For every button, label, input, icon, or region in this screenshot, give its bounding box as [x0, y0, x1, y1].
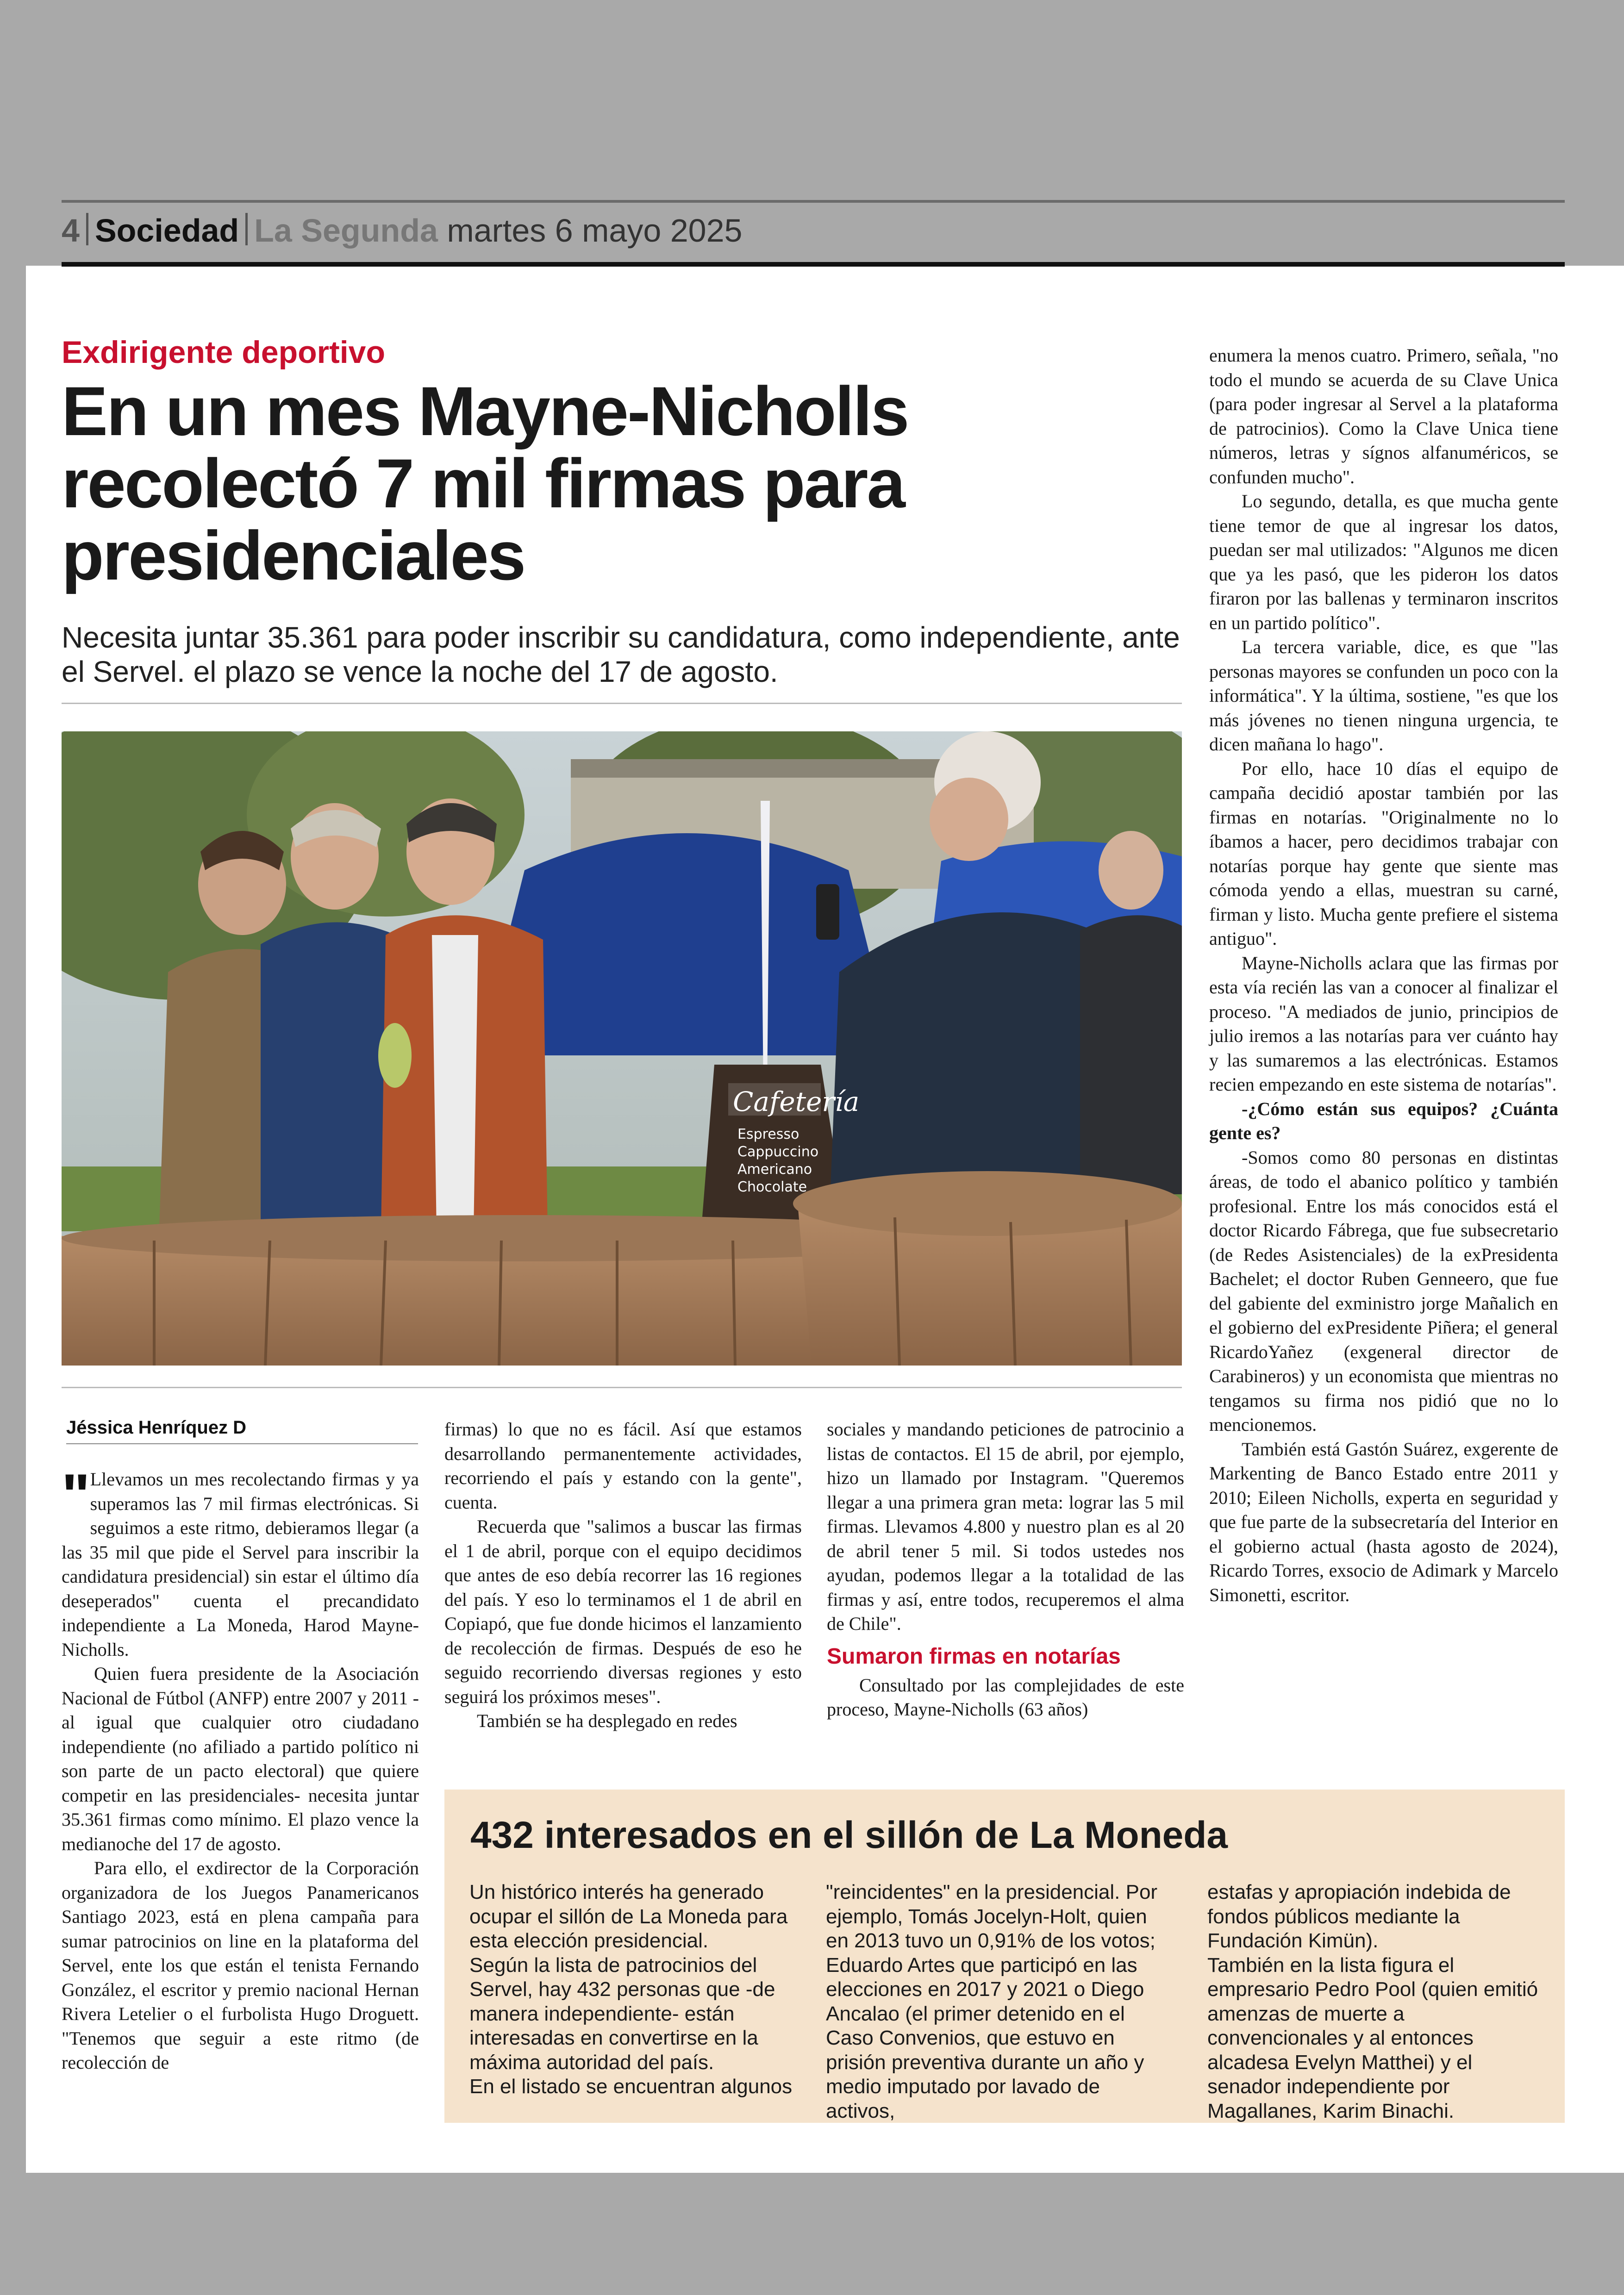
article-paragraph: Mayne-Nicholls aclara que las firmas por esta vía recién las van a conocer al finalizar el proceso. "A mediados de junio, principios de julio iremos a las notarías para ver cuánto hay y las sumaremos a las electrónicas. Estamos recien empezando en este sistema de notarías".: [1209, 952, 1558, 1095]
photo-sign-menu-item: Chocolate: [737, 1179, 807, 1195]
article-paragraph: firmas) lo que no es fácil. Así que estamos desarrollando permanentemente actividades, recorriendo el país y estando con la gente", cuenta.: [444, 1419, 802, 1513]
deck-rule: [62, 703, 1182, 704]
article-paragraph: También se ha desplegado en redes: [477, 1710, 737, 1731]
sidebar-box: [444, 1790, 1565, 2123]
article-column-2: [444, 1417, 802, 1734]
article-paragraph: Consultado por las complejidades de este proceso, Mayne-Nicholls (63 años): [827, 1674, 1184, 1720]
page-header: [62, 208, 1565, 264]
article-column-3: [827, 1417, 1184, 1722]
article-paragraph: Por ello, hace 10 días el equipo de campaña decidió apostar también por las firmas en notarías. "Originalmente no lo íbamos a hacer, pero decidimos trabajar con notarías porque hay gente que siente mas cómoda yendo a ellas, muestran su carné, firman y listo. Mucha gente prefiere el sistema antiguo".: [1209, 758, 1558, 949]
article-photo: [62, 731, 1182, 1366]
photo-sign-menu-item: Cappuccino: [737, 1144, 819, 1160]
sidebar-paragraph: "reincidentes" en la presidencial. Por ejemplo, Tomás Jocelyn-Holt, quien en 2013 tuvo un 0,91% de los votos; Eduardo Artes que participó en las elecciones en 2017 y 2021 o Diego Ancalao (el primer detenido en el Caso Convenios, que estuvo en prisión preventiva durante un año y medio imputado por lavado de activos,: [826, 1881, 1158, 2122]
page-number: 4: [62, 212, 80, 249]
photo-sign-menu-item: Americano: [737, 1161, 812, 1178]
article-column-4: [1209, 343, 1558, 1607]
section-name: Sociedad: [94, 212, 239, 249]
article-kicker: Exdirigente deportivo: [62, 335, 385, 370]
photo-illustration: [62, 731, 1182, 1366]
article-paragraph: También está Gastón Suárez, exgerente de Markenting de Banco Estado entre 2011 y 2010; Eileen Nicholls, experta en seguridad y que fue parte de la subsecretaría del Interior en el gobierno actual (hasta agosto de 2024), Ricardo Torres, exsocio de Adimark y Marcelo Simonetti, escritor.: [1209, 1438, 1558, 1605]
photo-sign-text: Cafetería: [733, 1086, 860, 1117]
sidebar-column-3: [1207, 1880, 1550, 2123]
header-bottom-rule: [62, 262, 1565, 267]
article-paragraph: " Llevamos un mes recolectando firmas y ya superamos las 7 mil firmas electrónicas. Si seguimos a este ritmo, debieramos llegar (a las 35 mil que pide el Servel para inscribir la candidatura presidencial) sin estar el último día deseperados" cuenta el precandidato independiente a La Moneda, Harod Mayne-Nicholls.: [62, 1461, 419, 1660]
article-paragraph: sociales y mandando peticiones de patrocinio a listas de contactos. El 15 de abril, por ejemplo, hizo un llamado por Instagram. "Queremos llegar a una primera gran meta: lograr las 5 mil firmas. Llevamos 4.800 y nuestro plan es al 20 de abril tener 5 mil. Si todos ustedes nos ayudan, podemos llegar a la totalidad de las firmas y así, entre todos, recuperemos el alma de Chile".: [827, 1419, 1184, 1634]
opening-quote-mark: ": [62, 1461, 84, 1529]
article-byline: Jéssica Henríquez D: [66, 1417, 247, 1438]
photo-rule: [62, 1387, 1182, 1388]
sidebar-paragraph: estafas y apropiación indebida de fondos públicos mediante la Fundación Kimün).: [1207, 1881, 1511, 1952]
article-paragraph: Para ello, el exdirector de la Corporación organizadora de los Juegos Panamericanos Santiago 2023, está en plena campaña para sumar patrocinios on line en la plataforma del Servel, ente los que están el tenista Fernando González, el escritor y premio nacional Hernan Rivera Letelier o el furbolista Hugo Droguett. "Tenemos que seguir a este ritmo (de recolección de: [62, 1858, 419, 2073]
sidebar-column-2: [826, 1880, 1168, 2123]
article-subhead: Sumaron firmas en notarías: [827, 1644, 1121, 1669]
publication-name: La Segunda: [254, 212, 438, 249]
header-top-rule: [62, 200, 1565, 203]
article-paragraph: -Somos como 80 personas en distintas áreas, de todo el abanico político y también profesional. Entre los más conocidos está el doctor Ricardo Fábrega, que fue subsecretario (de Redes Asistenciales) de la exPresidenta Bachelet; el doctor Ruben Genneero, que fue del gabiente del exministro jorge Mañalich en el gobierno del exPresidente Piñera; el general RicardoYañez (exgeneral director de Carabineros) y un economista que mientras no tengamos su firma nos pidió que no lo mencionemos.: [1209, 1147, 1558, 1435]
article-deck: Necesita juntar 35.361 para poder inscribir su candidatura, como independiente, ante el Servel. el plazo se vence la noche del 17 de agosto.: [62, 621, 1180, 688]
interview-question: -¿Cómo están sus equipos? ¿Cuánta gente es?: [1209, 1098, 1558, 1143]
photo-sign-menu-item: Espresso: [737, 1126, 800, 1142]
article-paragraph: Lo segundo, detalla, es que mucha gente tiene temor de que al ingresar los datos, puedan ser mal utilizados: "Algunos me dicen que ya les pasó, que les piderон los datos firaron por las ballenas y terminaron inscritos en un partido político".: [1209, 491, 1558, 633]
publication-date: martes 6 mayo 2025: [447, 212, 743, 249]
sidebar-paragraph: Un histórico interés ha generado ocupar el sillón de La Moneda para esta elección presidencial.: [469, 1881, 788, 1952]
article-headline: En un mes Mayne-Nicholls recolectó 7 mil firmas para presidenciales: [62, 372, 908, 594]
header-separator: [245, 213, 248, 245]
article-paragraph: Quien fuera presidente de la Asociación Nacional de Fútbol (ANFP) entre 2007 y 2011 -al igual que cualquier otro ciudadano independiente (no afiliado a partido político ni son parte de un pacto electoral) que quiere competir en las presidenciales- necesita juntar 35.361 firmas como mínimo. El plazo vence la medianoche del 17 de agosto.: [62, 1663, 419, 1854]
article-paragraph: Recuerda que "salimos a buscar las firmas el 1 de abril, porque con el equipo decidimos que antes de eso debía recorrer las 16 regiones del país. Y eso lo terminamos el 1 de abril en Copiapó, que fue donde hicimos el lanzamiento de recolección de firmas. Después de eso he seguido recorriendo diversas regiones y esto seguirá los próximos meses".: [444, 1516, 802, 1707]
article-paragraph: enumera la menos cuatro. Primero, señala, "no todo el mundo se acuerda de su Clave Unica (para poder ingresar al Servel a la plataforma de patrocinios). Como la Clave Unica tiene números, letras y sígnos alfanuméricos, se confunden mucho".: [1209, 345, 1558, 487]
article-column-1: [62, 1461, 419, 2075]
sidebar-paragraph: Según la lista de patrocinios del Servel, hay 432 personas que -de manera independiente- están interesadas en convertirse en la máxima autoridad del país.: [469, 1953, 775, 2074]
sidebar-column-1: [469, 1880, 812, 2099]
byline-rule: [66, 1443, 418, 1444]
header-separator: [86, 213, 88, 245]
sidebar-paragraph: También en la lista figura el empresario Pedro Pool (quien emitió amenzas de muerte a convencionales y al entonces alcadesa Evelyn Matthei) y el senador independiente por Magallanes, Karim Binachi.: [1207, 1953, 1538, 2122]
sidebar-paragraph: En el listado se encuentran algunos: [469, 2075, 793, 2098]
article-paragraph: La tercera variable, dice, es que "las personas mayores se confunden un poco con la informática". Y la última, sostiene, "es que los más jóvenes no tienen ninguna urgencia, te dicen mañana lo hago".: [1209, 636, 1558, 755]
sidebar-title: 432 interesados en el sillón de La Moneda: [470, 1814, 1228, 1856]
